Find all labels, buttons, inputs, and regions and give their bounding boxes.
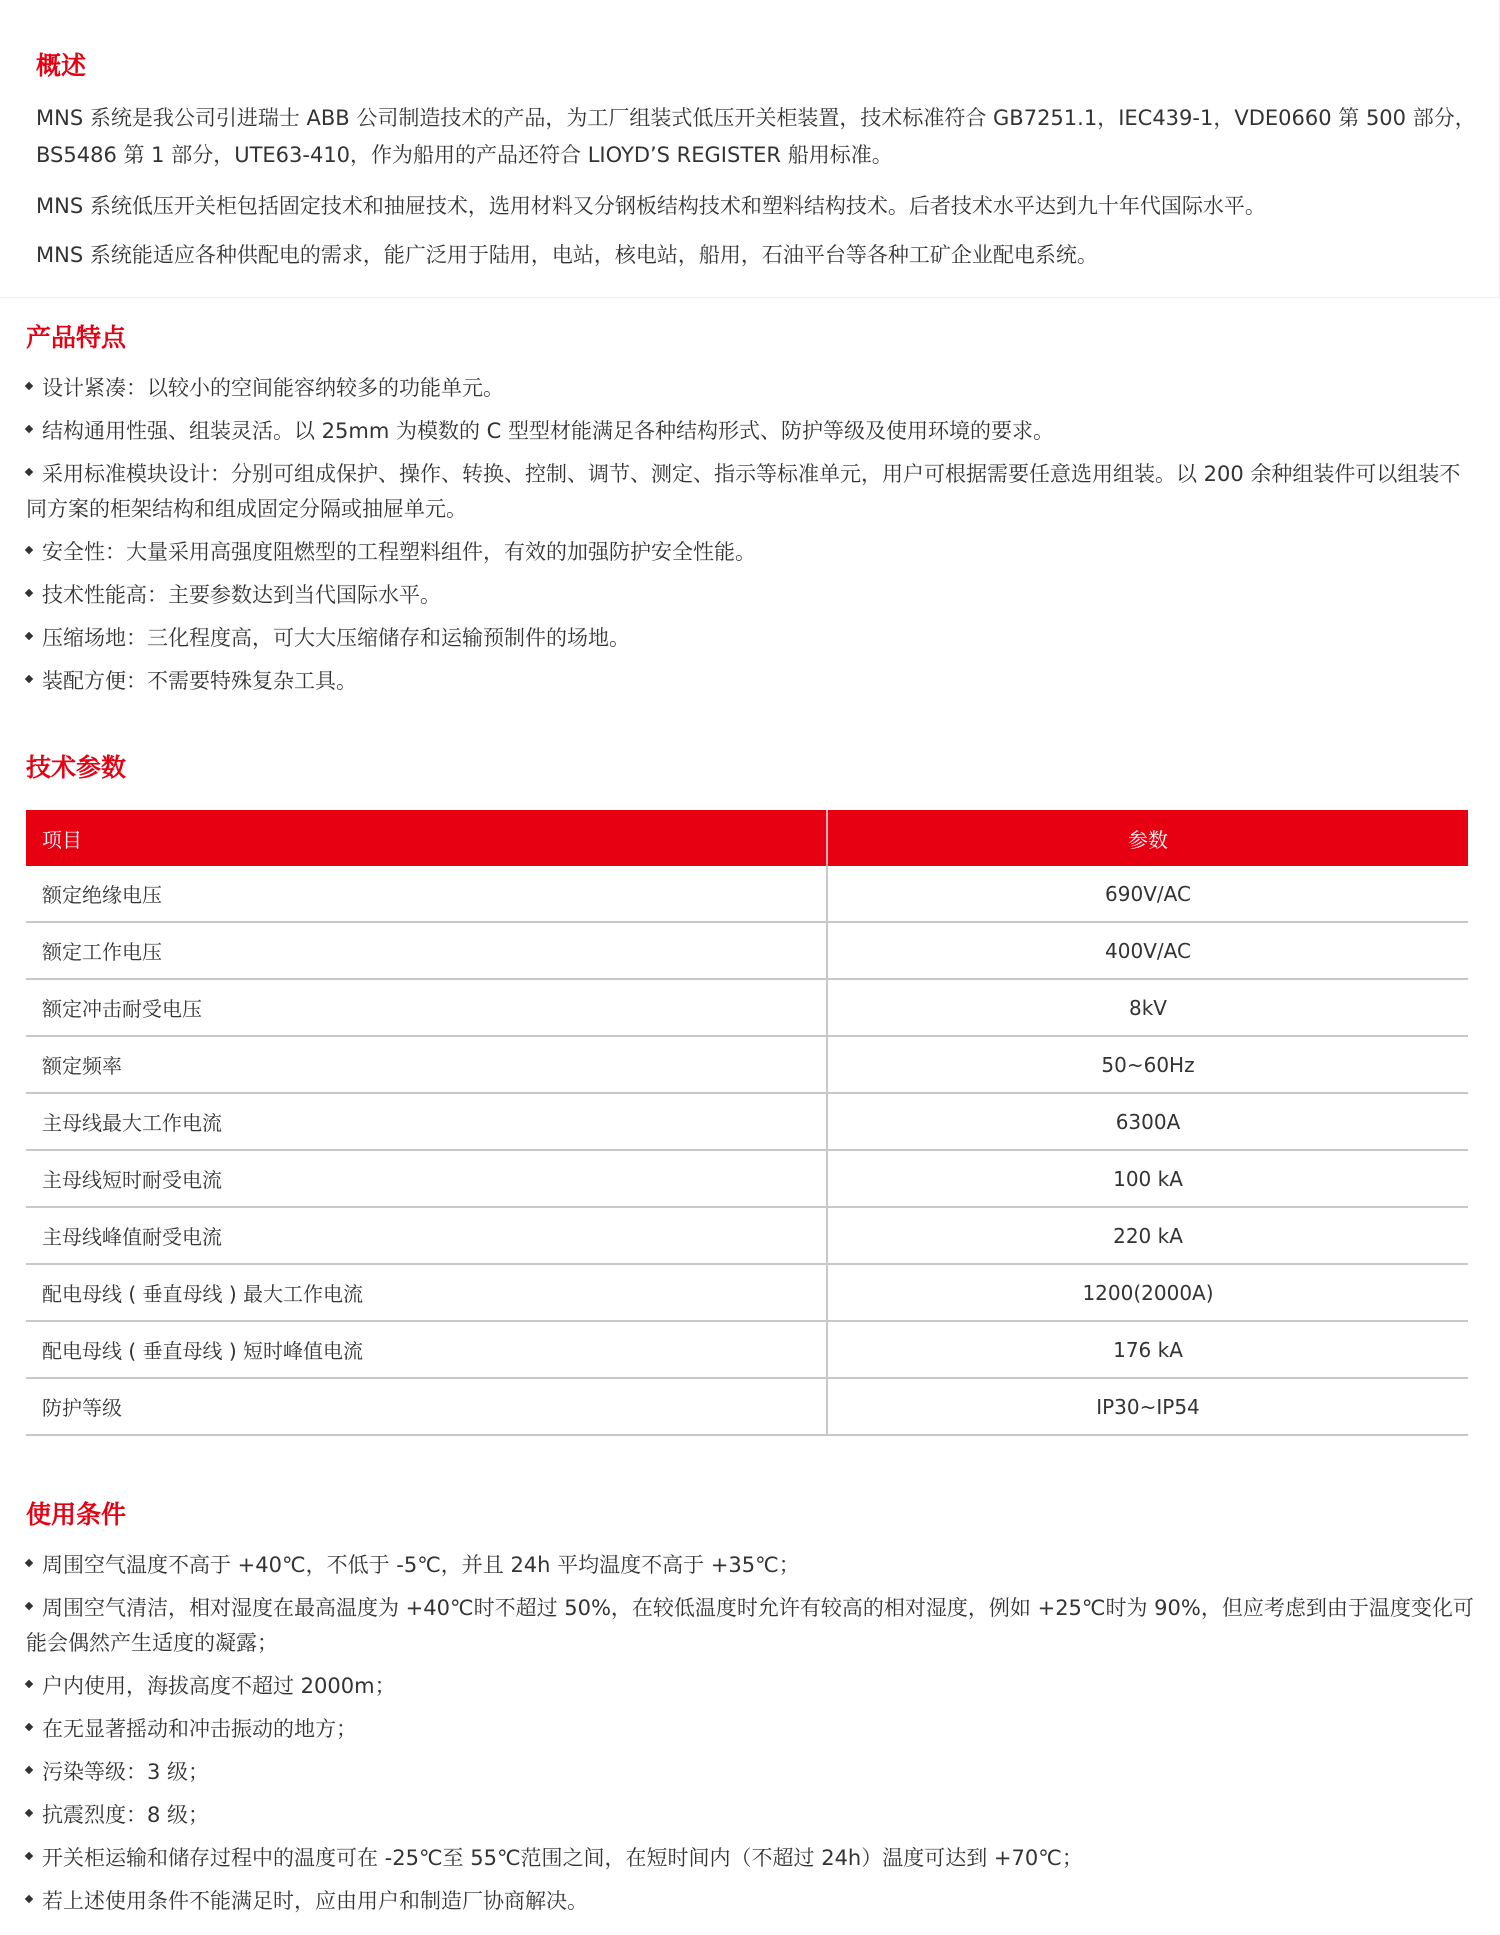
table-row: [26, 1264, 1468, 1321]
row-item: 主母线最大工作电流: [26, 1093, 827, 1150]
table-row: [26, 1321, 1468, 1378]
table-row: [26, 1150, 1468, 1207]
overview-paragraph-3: MNS 系统能适应各种供配电的需求，能广泛用于陆用，电站，核电站，船用，石油平台等各种工矿企业配电系统。: [36, 243, 1098, 267]
row-item: 配电母线 ( 垂直母线 ) 最大工作电流: [26, 1264, 827, 1321]
condition-item: 抗震烈度：8 级；: [26, 1798, 1474, 1833]
bullet-diamond-icon: [25, 1766, 33, 1774]
bullet-diamond-icon: [25, 1809, 33, 1817]
condition-item: 开关柜运输和储存过程中的温度可在 -25℃至 55℃范围之间，在短时间内（不超过 24h）温度可达到 +70℃；: [26, 1841, 1474, 1876]
condition-item: 在无显著摇动和冲击振动的地方；: [26, 1712, 1474, 1747]
conditions-title: 使用条件: [26, 1500, 127, 1529]
row-item: 额定绝缘电压: [26, 866, 827, 922]
feature-item: 安全性：大量采用高强度阻燃型的工程塑料组件，有效的加强防护安全性能。: [26, 535, 1474, 570]
row-value: 50~60Hz: [827, 1036, 1468, 1093]
bullet-diamond-icon: [25, 468, 33, 476]
specs-title: 技术参数: [26, 753, 127, 782]
bullet-diamond-icon: [25, 382, 33, 390]
condition-item: 周围空气温度不高于 +40℃，不低于 -5℃，并且 24h 平均温度不高于 +35℃；: [26, 1548, 1474, 1583]
row-value: 1200(2000A): [827, 1264, 1468, 1321]
overview-paragraph-2: MNS 系统低压开关柜包括固定技术和抽屉技术，选用材料又分钢板结构技术和塑料结构技术。后者技术水平达到九十年代国际水平。: [36, 194, 1266, 218]
table-row: [26, 866, 1468, 922]
feature-item: 结构通用性强、组装灵活。以 25mm 为模数的 C 型型材能满足各种结构形式、防护等级及使用环境的要求。: [26, 414, 1474, 449]
row-value: 8kV: [827, 979, 1468, 1036]
bullet-diamond-icon: [25, 425, 33, 433]
feature-item: 采用标准模块设计：分别可组成保护、操作、转换、控制、调节、测定、指示等标准单元，用户可根据需要任意选用组装。以 200 余种组装件可以组装不同方案的柜架结构和组成固定分隔或抽屉单元。: [26, 462, 1461, 521]
feature-item: 设计紧凑：以较小的空间能容纳较多的功能单元。: [26, 371, 1474, 406]
overview-title: 概述: [36, 51, 87, 80]
condition-item: 周围空气清洁，相对湿度在最高温度为 +40℃时不超过 50%，在较低温度时允许有较高的相对湿度，例如 +25℃时为 90%，但应考虑到由于温度变化可能会偶然产生适度的凝露；: [26, 1596, 1474, 1655]
row-value: 220 kA: [827, 1207, 1468, 1264]
bullet-diamond-icon: [25, 632, 33, 640]
bullet-diamond-icon: [25, 589, 33, 597]
row-item: 额定冲击耐受电压: [26, 979, 827, 1036]
header-item: 项目: [26, 810, 827, 866]
table-row: [26, 1207, 1468, 1264]
bullet-diamond-icon: [25, 1680, 33, 1688]
row-value: 176 kA: [827, 1321, 1468, 1378]
feature-item: 装配方便：不需要特殊复杂工具。: [26, 664, 1474, 699]
bullet-diamond-icon: [25, 1602, 33, 1610]
row-item: 额定频率: [26, 1036, 827, 1093]
overview-paragraph-1: MNS 系统是我公司引进瑞士 ABB 公司制造技术的产品，为工厂组装式低压开关柜装置，技术标准符合 GB7251.1，IEC439-1，VDE0660 第 500 部分，BS5486 第 1 部分，UTE63-410，作为船用的产品还符合 LIOYD’S REGISTER 船用标准。: [36, 106, 1476, 167]
row-value: 100 kA: [827, 1150, 1468, 1207]
row-item: 配电母线 ( 垂直母线 ) 短时峰值电流: [26, 1321, 827, 1378]
table-row: [26, 1036, 1468, 1093]
condition-item: 若上述使用条件不能满足时，应由用户和制造厂协商解决。: [26, 1884, 1474, 1919]
bullet-diamond-icon: [25, 546, 33, 554]
table-row: [26, 1378, 1468, 1435]
bullet-diamond-icon: [25, 1895, 33, 1903]
row-item: 主母线峰值耐受电流: [26, 1207, 827, 1264]
row-item: 防护等级: [26, 1378, 827, 1435]
specs-table-header: [26, 810, 1468, 866]
bullet-diamond-icon: [25, 675, 33, 683]
bullet-diamond-icon: [25, 1852, 33, 1860]
feature-item: 技术性能高：主要参数达到当代国际水平。: [26, 578, 1474, 613]
header-value: 参数: [827, 810, 1468, 866]
condition-item: 户内使用，海拔高度不超过 2000m；: [26, 1669, 1474, 1704]
table-row: [26, 922, 1468, 979]
specs-table: [26, 810, 1468, 1436]
row-item: 额定工作电压: [26, 922, 827, 979]
feature-item: 压缩场地：三化程度高，可大大压缩储存和运输预制件的场地。: [26, 621, 1474, 656]
row-value: 690V/AC: [827, 866, 1468, 922]
row-item: 主母线短时耐受电流: [26, 1150, 827, 1207]
row-value: IP30~IP54: [827, 1378, 1468, 1435]
table-row: [26, 979, 1468, 1036]
row-value: 6300A: [827, 1093, 1468, 1150]
row-value: 400V/AC: [827, 922, 1468, 979]
bullet-diamond-icon: [25, 1559, 33, 1567]
bullet-diamond-icon: [25, 1723, 33, 1731]
table-row: [26, 1093, 1468, 1150]
condition-item: 污染等级：3 级；: [26, 1755, 1474, 1790]
features-title: 产品特点: [26, 323, 127, 352]
